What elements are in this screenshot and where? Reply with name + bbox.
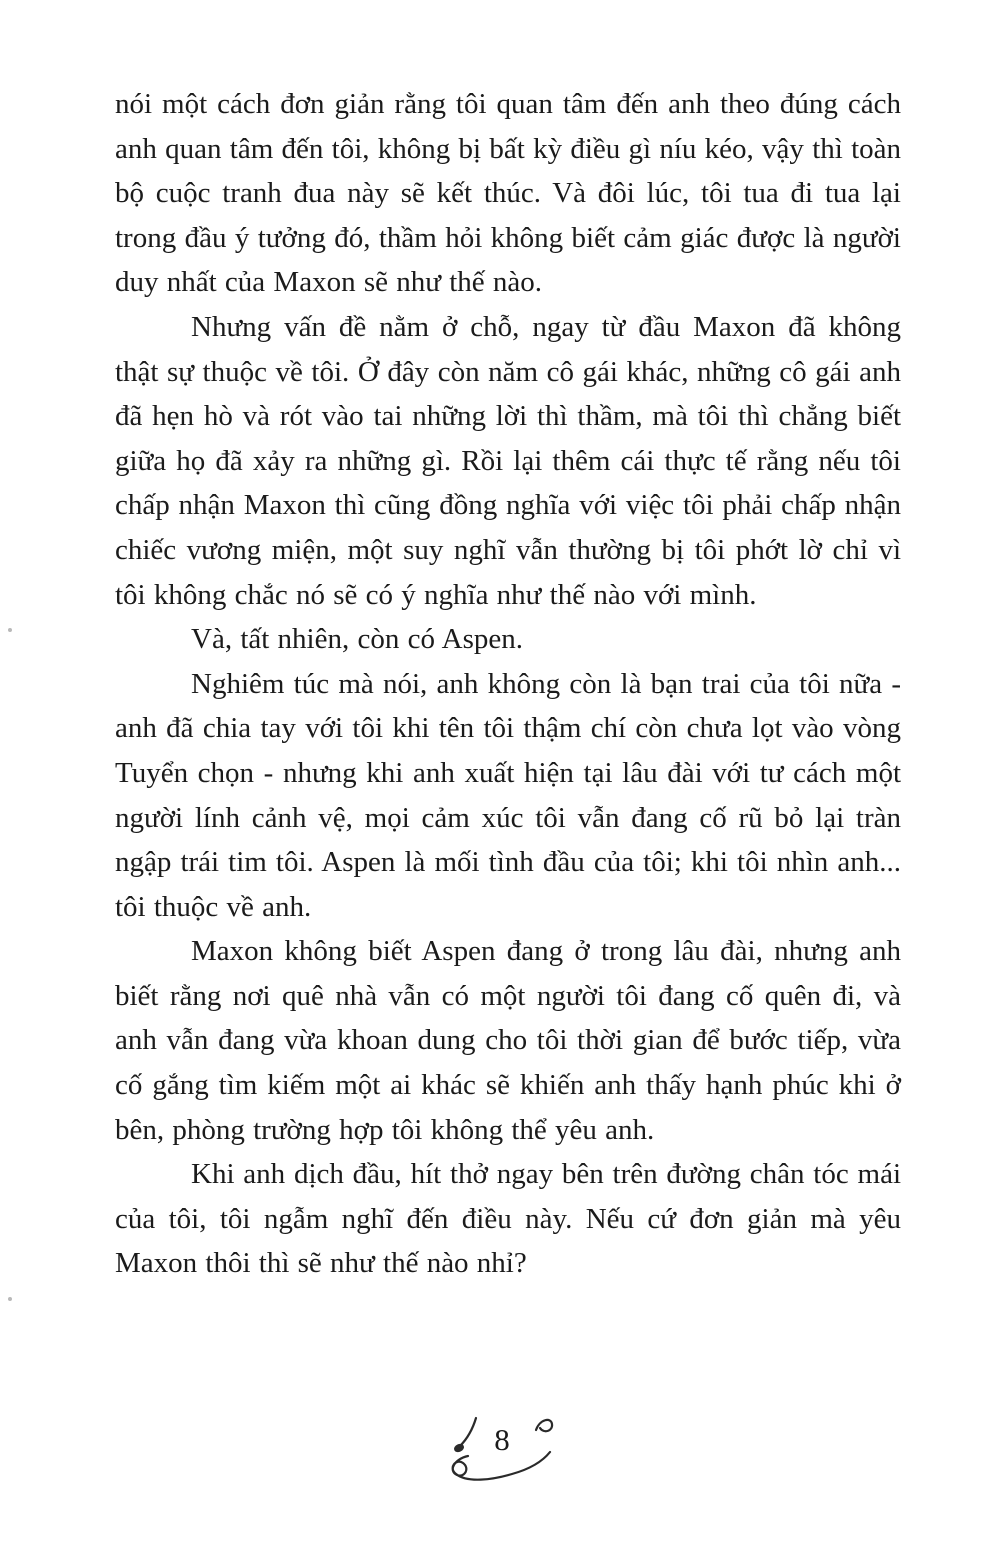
scan-speck	[8, 1297, 12, 1301]
page-footer	[0, 1412, 1000, 1490]
paragraph: Nhưng vấn đề nằm ở chỗ, ngay từ đầu Maxon đã không thật sự thuộc về tôi. Ở đây còn năm cô gái khác, những cô gái anh đã hẹn hò và rót vào tai những lời thì thầm, mà tôi thì chẳng biết giữa họ đã xảy ra những gì. Rồi lại thêm cái thực tế rằng nếu tôi chấp nhận Maxon thì cũng đồng nghĩa với việc tôi phải chấp nhận chiếc vương miện, một suy nghĩ vẫn thường bị tôi phớt lờ chỉ vì tôi không chắc nó sẽ có ý nghĩa như thế nào với mình.	[115, 310, 901, 611]
paragraph: Khi anh dịch đầu, hít thở ngay bên trên đường chân tóc mái của tôi, tôi ngẫm nghĩ đến điều này. Nếu cứ đơn giản mà yêu Maxon thôi thì sẽ như thế nào nhỉ?	[115, 1158, 901, 1280]
flourish-left-note-head	[453, 1442, 466, 1453]
page-number: 8	[494, 1422, 510, 1457]
paragraph: nói một cách đơn giản rằng tôi quan tâm đến anh theo đúng cách anh quan tâm đến tôi, không bị bất kỳ điều gì níu kéo, vậy thì toàn bộ cuộc tranh đua này sẽ kết thúc. Và đôi lúc, tôi tua đi tua lại trong đầu ý tưởng đó, thầm hỏi không biết cảm giác được là người duy nhất của Maxon sẽ như thế nào.	[115, 88, 901, 299]
paragraph: Và, tất nhiên, còn có Aspen.	[191, 623, 523, 656]
paragraph: Maxon không biết Aspen đang ở trong lâu đài, nhưng anh biết rằng nơi quê nhà vẫn có một người tôi đang cố quên đi, và anh vẫn đang vừa khoan dung cho tôi thời gian để bước tiếp, vừa cố gắng tìm kiếm một ai khác sẽ khiến anh thấy hạnh phúc khi ở bên, phòng trường hợp tôi không thể yêu anh.	[115, 935, 901, 1146]
flourish-left-note	[460, 1418, 476, 1446]
paragraph: Nghiêm túc mà nói, anh không còn là bạn trai của tôi nữa - anh đã chia tay với tôi khi tên tôi thậm chí còn chưa lọt vào vòng Tuyển chọn - nhưng khi anh xuất hiện tại lâu đài với tư cách một người lính cảnh vệ, mọi cảm xúc tôi vẫn đang cố rũ bỏ lại tràn ngập trái tim tôi. Aspen là mối tình đầu của tôi; khi tôi nhìn anh... tôi thuộc về anh.	[115, 667, 901, 923]
scan-speck	[8, 628, 12, 632]
text-block	[115, 82, 901, 1286]
flourish-right-curl	[536, 1420, 552, 1431]
footer-ornament	[440, 1412, 560, 1490]
